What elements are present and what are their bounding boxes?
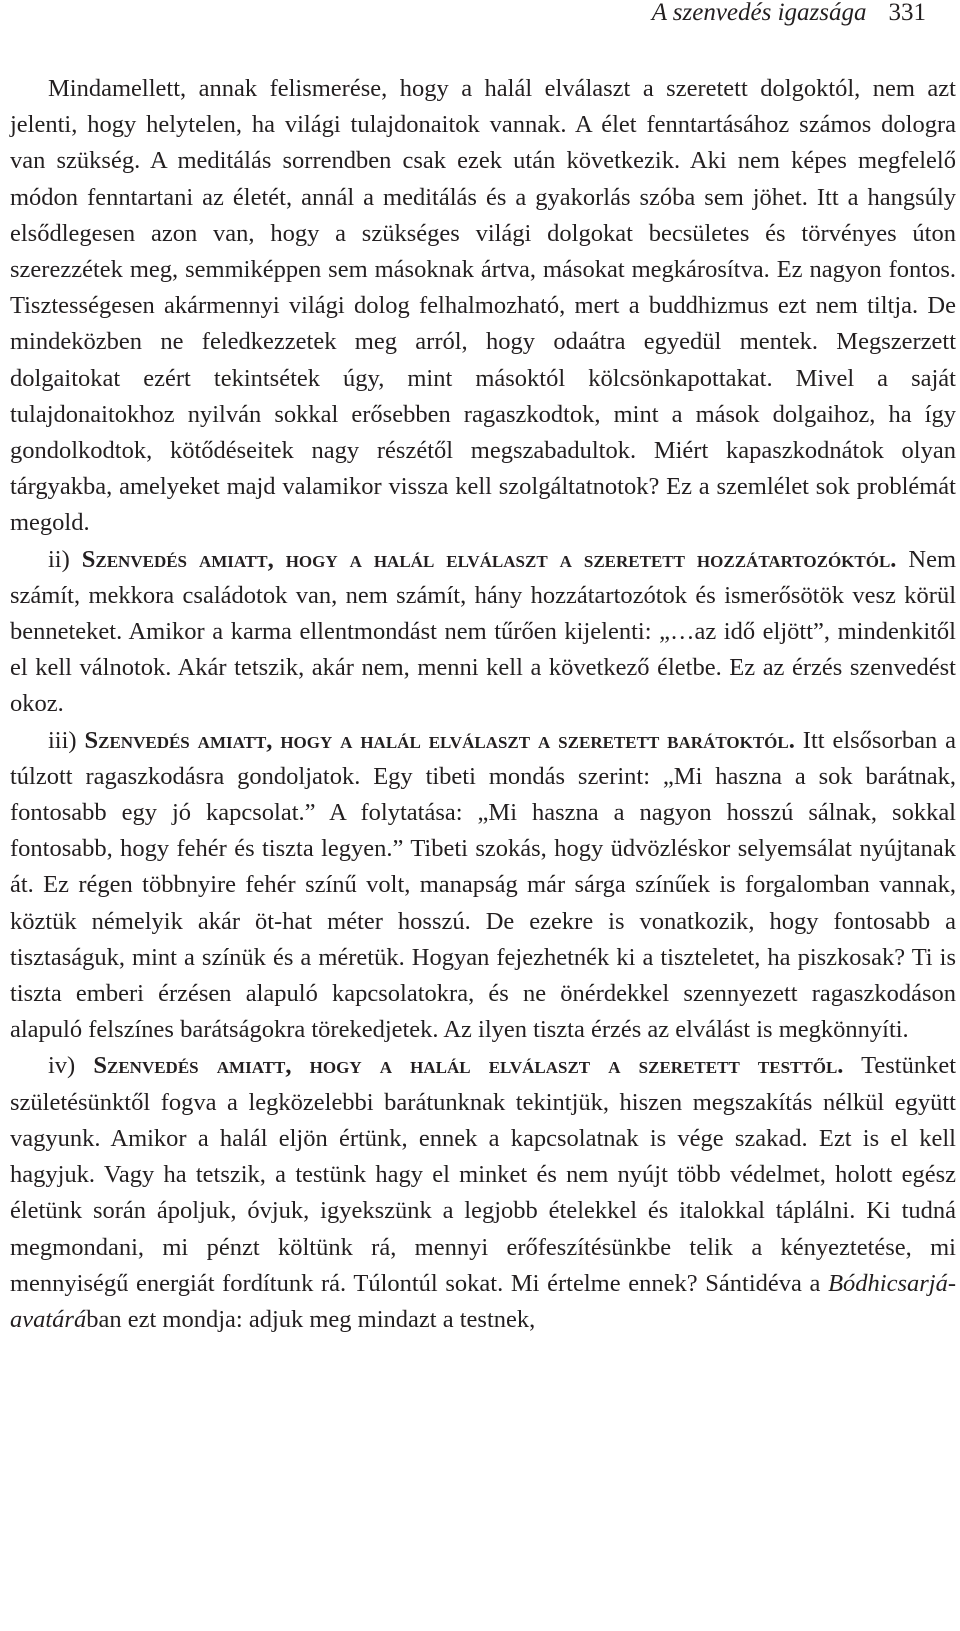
body-text	[10, 71, 956, 1338]
paragraph-intro	[10, 71, 956, 542]
section-heading: Szenvedés amiatt, hogy a halál elválaszt a szeretett hozzátartozóktól.	[81, 545, 897, 573]
section-heading: Szenvedés amiatt, hogy a halál elválaszt a szeretett barátoktól.	[84, 726, 795, 754]
running-head	[652, 0, 926, 26]
paragraph-text: Itt elsősorban a túlzott ragaszkodásra gondoljatok. Egy tibeti mondás szerint: „Mi haszna a sok barátnak, fontosabb egy jó kapcsolat.” A folytatása: „Mi haszna a nagyon hosszú sálnak, sokkal fontosabb, hogy fehér és tiszta legyen.” Tibeti szokás, hogy üdvözléskor selyemsálat nyújtanak át. Ez régen többnyire fehér színű volt, manapság már sárga színűek is forgalomban vannak, köztük némelyik akár öt-hat méter hosszú. De ezekre is vonatkozik, hogy fontosabb a tisztaságuk, mint a színük és a méretük. Hogyan fejezhetnék ki a tiszteletet, ha piszkosak? Ti is tiszta emberi érzésen alapuló kapcsolatokra, és ne önérdekkel szennyezett ragaszkodáson alapuló felszínes barátságokra törekedjetek. Az ilyen tiszta érzés az elválást is megkönnyíti.	[10, 726, 957, 1044]
last-line-start: Sántidéva a	[705, 1269, 821, 1297]
paragraph-section-iv	[10, 1048, 956, 1338]
last-line-end: ban ezt mondja: adjuk meg mindazt a testnek,	[86, 1305, 536, 1333]
running-title: A szenvedés igazsága	[651, 0, 867, 26]
paragraph-text: Mindamellett, annak felismerése, hogy a halál elválaszt a szeretett dolgoktól, nem azt jelenti, hogy helytelen, ha világi tulajdonaitok vannak. A élet fenntartásához számos dologra van szükség. A meditálás sorrendben csak ezek után következik. Aki nem képes megfelelő módon fenntartani az életét, annál a meditálás és a gyakorlás szóba sem jöhet. Itt a hangsúly elsődlegesen azon van, hogy a szükséges világi dolgokat becsületes és törvényes úton szerezzétek meg, semmiképpen sem másoknak ártva, másokat megkárosítva. Ez nagyon fontos. Tisztességesen akármennyi világi dolog felhalmozható, mert a buddhizmus ezt nem tiltja. De mindeközben ne feledkezzetek meg arról, hogy odaátra egyedül mentek. Megszerzett dolgaitokat ezért tekintsétek úgy, mint másoktól kölcsönkapottakat. Mivel a saját tulajdonaitokhoz nyilván sokkal erősebben ragaszkodtok, mint a mások dolgaihoz, ha így gondolkodtok, kötődéseitek nagy részétől megszabadultok. Miért kapaszkodnátok olyan tárgyakba, amelyeket majd valamikor vissza kell szolgáltatnotok? Ez a szemlélet sok problémát megold.	[10, 75, 956, 537]
paragraph-section-iii	[10, 723, 956, 1049]
paragraph-text: Testünket születésünktől fogva a legközelebbi barátunknak tekintjük, hiszen megszakítás nélkül együtt vagyunk. Amikor a halál eljön értünk, ennek a kapcsolatnak is vége szakad. Ezt is el kell hagyjuk. Vagy ha tetszik, a testünk hagy el minket és nem nyújt több védelmet, holott egész életünk során ápoljuk, óvjuk, igyekszünk a legjobb ételekkel és italokkal táplálni. Ki tudná megmondani, mi pénzt költünk rá, mennyi erőfeszítésünkbe telik a kényeztetése, mi mennyiségű energiát fordítunk rá. Túlontúl sokat. Mi értelme ennek?	[10, 1052, 957, 1297]
section-heading: Szenvedés amiatt, hogy a halál elválaszt a szeretett testtől.	[93, 1052, 844, 1080]
paragraph-section-ii	[10, 542, 956, 723]
page-number: 331	[888, 0, 926, 26]
section-number: iii)	[48, 726, 77, 754]
section-number: iv)	[48, 1052, 76, 1080]
paragraph-text: Nem számít, mekkora családotok van, nem számít, hány hozzátartozótok és ismerősötök vesz körül benneteket. Amikor a karma ellentmondást nem tűrően kijelenti: „…az idő eljött”, mindenkitől el kell válnotok. Akár tetszik, akár nem, menni kell a következő életbe. Ez az érzés szenvedést okoz.	[10, 545, 957, 718]
section-number: ii)	[48, 545, 70, 573]
cited-work-title: Bódhicsarjá-avatárá	[10, 1269, 956, 1333]
